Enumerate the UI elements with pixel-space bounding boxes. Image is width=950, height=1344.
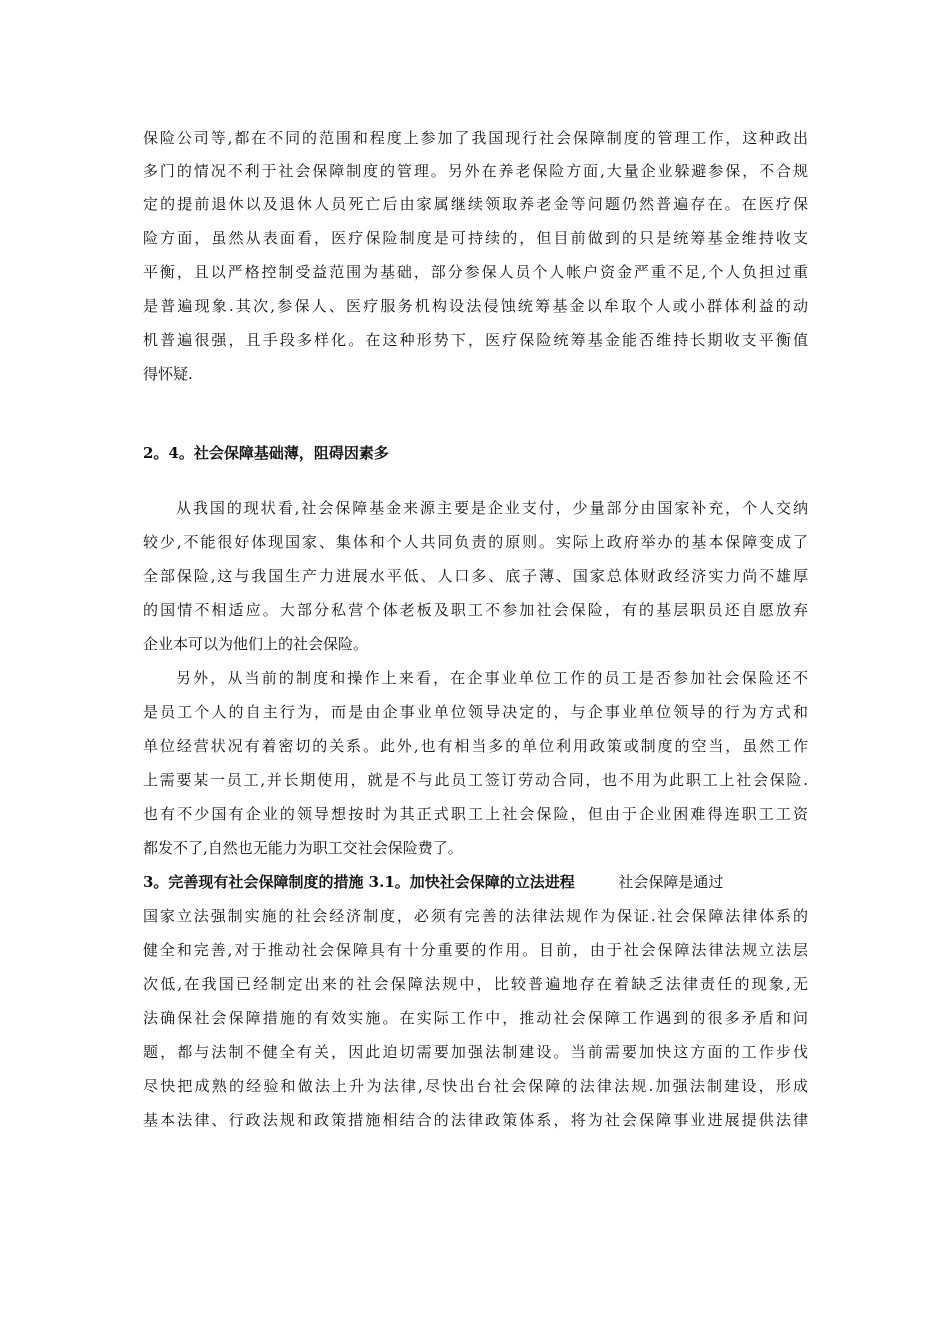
paragraph-line: 得怀疑. (143, 365, 193, 383)
paragraph-line: 是员工个人的自主行为，而是由企事业单位领导决定的，与企事业单位领导的行为方式和 (143, 703, 808, 721)
paragraph-line: 题，都与法制不健全有关，因此迫切需要加强法制建设。当前需要加快这方面的工作步伐 (143, 1043, 808, 1061)
paragraph-line: 国家立法强制实施的社会经济制度，必须有完善的法律法规作为保证.社会保障法律体系的 (143, 907, 808, 925)
paragraph-line: 险方面，虽然从表面看，医疗保险制度是可持续的，但目前做到的只是统筹基金维持收支 (143, 229, 808, 247)
section-3-first-line (143, 872, 808, 892)
paragraph-line: 机普遍很强，且手段多样化。在这种形势下，医疗保险统筹基金能否维持长期收支平衡值 (143, 331, 808, 349)
section-heading: 2。4。社会保障基础薄，阻碍因素多 (143, 444, 389, 462)
paragraph-line: 次低,在我国已经制定出来的社会保障法规中，比较普遍地存在着缺乏法律责任的现象,无 (143, 975, 808, 993)
paragraph-line: 全部保险,这与我国生产力进展水平低、人口多、底子薄、国家总体财政经济实力尚不雄厚 (143, 567, 808, 585)
paragraph-line: 企业本可以为他们上的社会保险。 (143, 635, 369, 653)
paragraph-line: 上需要某一员工,并长期使用，就是不与此员工签订劳动合同，也不用为此职工上社会保险. (143, 771, 808, 789)
paragraph-line: 是普遍现象.其次,参保人、医疗服务机构设法侵蚀统筹基金以牟取个人或小群体利益的动 (143, 297, 808, 315)
paragraph-line: 基本法律、行政法规和政策措施相结合的法律政策体系，将为社会保障事业进展提供法律 (143, 1111, 808, 1129)
paragraph-line: 也有不少国有企业的领导想按时为其正式职工上社会保险，但由于企业困难得连职工工资 (143, 805, 808, 823)
paragraph-line: 单位经营状况有着密切的关系。此外,也有相当多的单位利用政策或制度的空当，虽然工作 (143, 737, 808, 755)
paragraph-line: 保险公司等,都在不同的范围和程度上参加了我国现行社会保障制度的管理工作，这种政出 (143, 129, 808, 147)
paragraph-line: 定的提前退休以及退休人员死亡后由家属继续领取养老金等问题仍然普遍存在。在医疗保 (143, 195, 808, 213)
section-heading: 3。完善现有社会保障制度的措施 3.1。加快社会保障的立法进程 (143, 873, 575, 891)
paragraph-line: 平衡，且以严格控制受益范围为基础，部分参保人员个人帐户资金严重不足,个人负担过重 (143, 263, 808, 281)
paragraph-line: 法确保社会保障措施的有效实施。在实际工作中，推动社会保障工作遇到的很多矛盾和问 (143, 1009, 808, 1027)
paragraph-line: 健全和完善,对于推动社会保障具有十分重要的作用。目前，由于社会保障法律法规立法层 (143, 941, 808, 959)
paragraph-line: 多门的情况不利于社会保障制度的管理。另外在养老保险方面,大量企业躲避参保，不合规 (143, 162, 808, 180)
paragraph-line: 都发不了,自然也无能力为职工交社会保险费了。 (143, 839, 463, 857)
paragraph-line: 较少,不能很好体现国家、集体和个人共同负责的原则。实际上政府举办的基本保障变成了 (143, 533, 808, 551)
paragraph-run-in-text: 社会保障是通过 (618, 873, 724, 891)
paragraph-line: 另外，从当前的制度和操作上来看，在企事业单位工作的员工是否参加社会保险还不 (176, 669, 808, 687)
paragraph-line: 的国情不相适应。大部分私营个体老板及职工不参加社会保险，有的基层职员还自愿放弃 (143, 601, 808, 619)
paragraph-line: 从我国的现状看,社会保障基金来源主要是企业支付，少量部分由国家补充，个人交纳 (176, 499, 808, 517)
paragraph-line: 尽快把成熟的经验和做法上升为法律,尽快出台社会保障的法律法规.加强法制建设，形成 (143, 1077, 808, 1095)
